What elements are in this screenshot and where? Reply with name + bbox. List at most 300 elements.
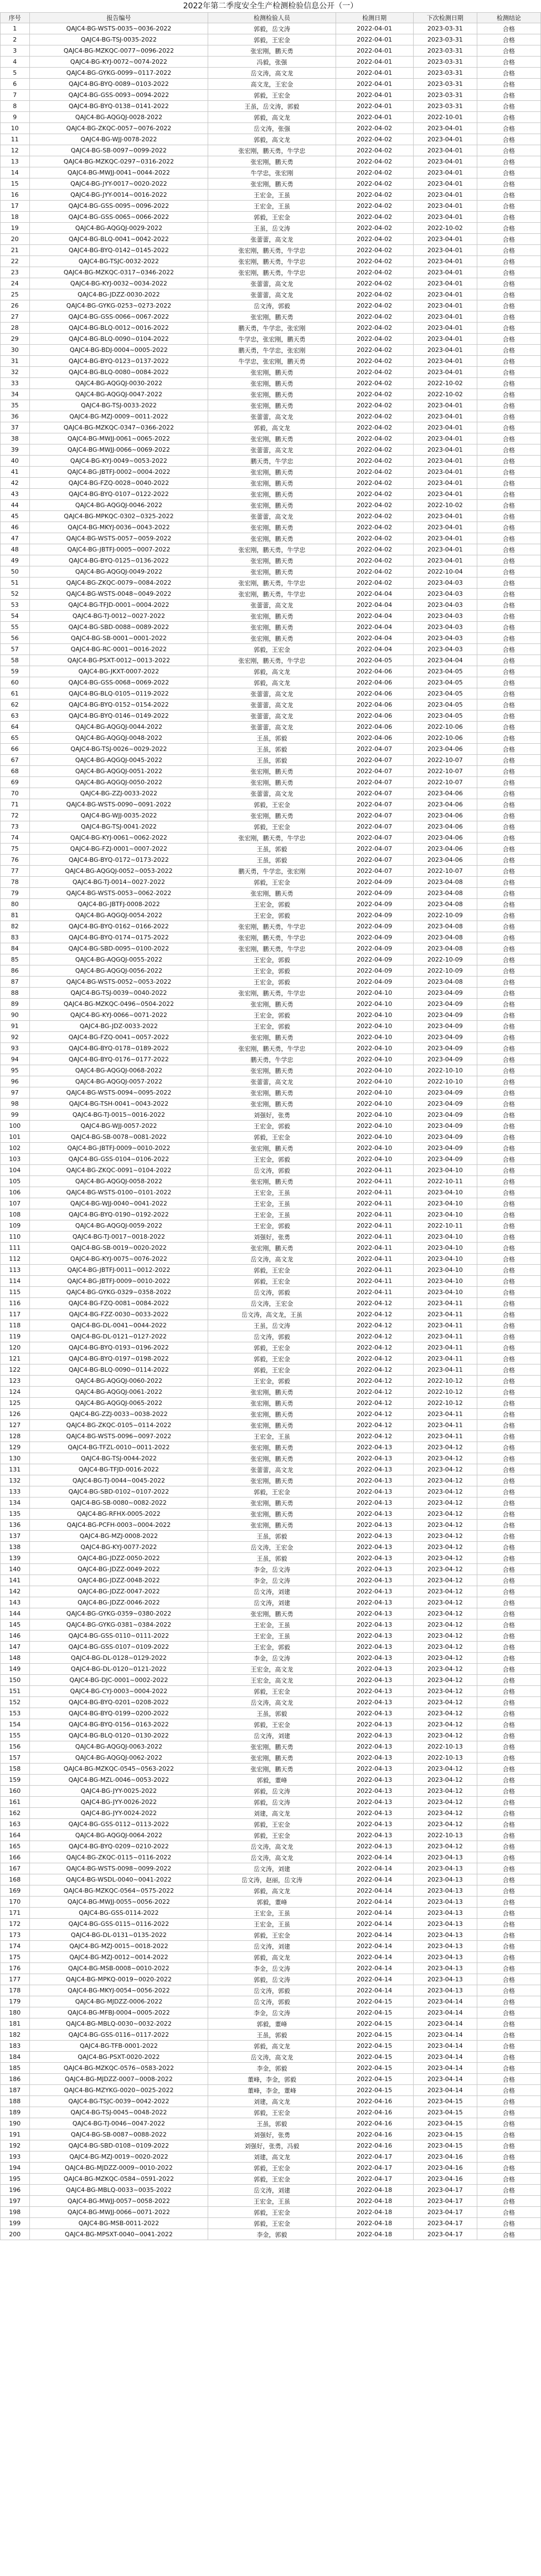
table-cell: 2022-04-13 — [336, 1531, 413, 1542]
table-cell: 92 — [1, 1032, 30, 1043]
table-cell: 44 — [1, 500, 30, 511]
table-cell: 147 — [1, 1642, 30, 1653]
table-cell: 2022-04-15 — [336, 2041, 413, 2052]
table-cell: 合格 — [477, 522, 540, 533]
table-cell: 2022-04-13 — [336, 1642, 413, 1653]
table-cell: 22 — [1, 256, 30, 267]
table-cell: 2023-04-11 — [413, 1420, 477, 1431]
table-row — [1, 1819, 541, 1830]
table-cell: 198 — [1, 2207, 30, 2218]
table-cell: 2022-04-13 — [336, 1797, 413, 1808]
table-cell: 合格 — [477, 821, 540, 832]
table-cell: 合格 — [477, 1176, 540, 1187]
table-cell: 2022-10-09 — [413, 954, 477, 965]
table-cell: 24 — [1, 278, 30, 289]
table-cell: 2022-04-09 — [336, 877, 413, 888]
table-cell: 合格 — [477, 1897, 540, 1908]
table-cell: 2022-04-13 — [336, 1442, 413, 1453]
table-cell: 2023-04-10 — [413, 1187, 477, 1198]
table-cell: 合格 — [477, 1043, 540, 1054]
table-cell: 67 — [1, 755, 30, 766]
table-cell: 合格 — [477, 1231, 540, 1243]
table-cell: QAJC4-BG-MJDZZ-0007~0008-2022 — [29, 2074, 208, 2085]
table-cell: 2023-04-03 — [413, 600, 477, 611]
table-cell: 46 — [1, 522, 30, 533]
table-cell: 2022-10-06 — [413, 733, 477, 744]
table-cell: 83 — [1, 932, 30, 943]
table-cell: 2023-04-01 — [413, 212, 477, 223]
table-cell: 王宏金，郭毅 — [208, 910, 336, 921]
table-cell: 2022-04-06 — [336, 699, 413, 711]
table-cell: 张宏刚，鹏天勇 — [208, 633, 336, 644]
table-cell: 2022-04-10 — [336, 1110, 413, 1121]
table-cell: 2023-04-12 — [413, 1764, 477, 1775]
table-cell: 2023-04-09 — [413, 1098, 477, 1110]
table-row — [1, 2096, 541, 2107]
table-cell: 2023-04-03 — [413, 589, 477, 600]
table-cell: 2023-04-08 — [413, 932, 477, 943]
table-cell: 149 — [1, 1664, 30, 1675]
table-row — [1, 68, 541, 79]
table-cell: 合格 — [477, 223, 540, 234]
table-cell: 合格 — [477, 1276, 540, 1287]
table-cell: QAJC4-BG-AQGQJ-0044-2022 — [29, 722, 208, 733]
table-cell: 张宏刚，鹏天勇 — [208, 622, 336, 633]
table-cell: 192 — [1, 2140, 30, 2151]
table-row — [1, 2229, 541, 2240]
table-row — [1, 156, 541, 167]
table-cell: 2022-10-13 — [413, 1741, 477, 1752]
table-cell: 2023-04-15 — [413, 2129, 477, 2140]
table-cell: 2023-04-13 — [413, 1874, 477, 1885]
table-cell: QAJC4-BG-BYQ-0209~0210-2022 — [29, 1841, 208, 1852]
table-cell: 张宏刚，鹏天勇，牛学忠 — [208, 256, 336, 267]
header-cell: 报告编号 — [29, 13, 208, 23]
table-cell: 152 — [1, 1697, 30, 1708]
table-row — [1, 699, 541, 711]
table-cell: 172 — [1, 1919, 30, 1930]
table-cell: 2023-04-12 — [413, 1453, 477, 1464]
table-cell: QAJC4-BG-TSJ-0045~0048-2022 — [29, 2107, 208, 2118]
table-cell: 101 — [1, 1132, 30, 1143]
table-cell: 132 — [1, 1475, 30, 1486]
table-cell: 2022-10-13 — [413, 1752, 477, 1764]
table-cell: QAJC4-BG-GSS-0065~0066-2022 — [29, 212, 208, 223]
table-cell: 102 — [1, 1143, 30, 1154]
table-cell: 32 — [1, 367, 30, 378]
table-cell: QAJC4-BG-TFJD-0001~0004-2022 — [29, 600, 208, 611]
table-row — [1, 2041, 541, 2052]
table-cell: 张宏刚，鹏天勇 — [208, 1176, 336, 1187]
table-cell: 张宏刚，鹏天勇，牛学忠 — [208, 1043, 336, 1054]
table-cell: 郭毅，王宏金 — [208, 2174, 336, 2185]
table-cell: 张宏刚，鹏天勇 — [208, 1764, 336, 1775]
table-row — [1, 1664, 541, 1675]
table-row — [1, 1564, 541, 1575]
table-cell: 刘强好，张勇 — [208, 1231, 336, 1243]
table-cell: 133 — [1, 1486, 30, 1497]
table-cell: 47 — [1, 533, 30, 544]
table-cell: 郭毅，王宏金 — [208, 212, 336, 223]
table-cell: 岳文涛，高文龙 — [208, 1841, 336, 1852]
table-cell: 合格 — [477, 954, 540, 965]
table-cell: 2022-04-12 — [336, 1342, 413, 1353]
table-cell: 2023-04-01 — [413, 190, 477, 201]
table-cell: 2023-04-10 — [413, 1276, 477, 1287]
table-cell: 2022-04-02 — [336, 500, 413, 511]
table-row — [1, 167, 541, 178]
table-row — [1, 500, 541, 511]
table-cell: 张蕾蕾，高文龙 — [208, 688, 336, 699]
table-cell: 张宏刚，鹏天勇 — [208, 1387, 336, 1398]
table-row — [1, 2074, 541, 2085]
table-row — [1, 1220, 541, 1231]
table-cell: 合格 — [477, 1741, 540, 1752]
table-cell: 合格 — [477, 57, 540, 68]
table-cell: QAJC4-BG-AQGQJ-0061-2022 — [29, 1387, 208, 1398]
header-cell: 下次检测日期 — [413, 13, 477, 23]
table-cell: 161 — [1, 1797, 30, 1808]
table-cell: 2022-10-06 — [413, 722, 477, 733]
table-cell: 2023-04-01 — [413, 467, 477, 478]
table-cell: 合格 — [477, 90, 540, 101]
table-cell: QAJC4-BG-JDZZ-0046-2022 — [29, 1597, 208, 1608]
table-cell: QAJC4-BG-WSTS-0048~0049-2022 — [29, 589, 208, 600]
table-cell: QAJC4-BG-KYJ-0032~0034-2022 — [29, 278, 208, 289]
table-cell: 2022-04-09 — [336, 977, 413, 988]
table-cell: 王宏金，王虽 — [208, 1431, 336, 1442]
table-cell: 2022-04-02 — [336, 245, 413, 256]
table-cell: 2023-04-09 — [413, 1032, 477, 1043]
table-row — [1, 1132, 541, 1143]
table-cell: 合格 — [477, 1198, 540, 1209]
table-cell: 2022-04-10 — [336, 1154, 413, 1165]
table-cell: 2022-04-11 — [336, 1243, 413, 1254]
table-cell: 合格 — [477, 23, 540, 34]
table-row — [1, 533, 541, 544]
table-cell: 2022-04-17 — [336, 2163, 413, 2174]
table-cell: 2022-04-12 — [336, 1364, 413, 1376]
table-row — [1, 1032, 541, 1043]
table-row — [1, 2007, 541, 2018]
table-cell: QAJC4-BG-TSJ-0044-2022 — [29, 1453, 208, 1464]
table-cell: 合格 — [477, 799, 540, 810]
table-cell: 张宏刚，鹏天勇 — [208, 156, 336, 167]
table-cell: QAJC4-BG-BLQ-0090~0104-2022 — [29, 334, 208, 345]
table-cell: 197 — [1, 2196, 30, 2207]
table-cell: QAJC4-BG-MJDZZ-0009~0010-2022 — [29, 2163, 208, 2174]
table-row — [1, 666, 541, 677]
table-cell: 2023-04-08 — [413, 921, 477, 932]
table-row — [1, 2185, 541, 2196]
table-cell: 2022-04-04 — [336, 600, 413, 611]
table-row — [1, 444, 541, 456]
table-cell: 187 — [1, 2085, 30, 2096]
table-cell: QAJC4-BG-MPKQC-0302~0325-2022 — [29, 511, 208, 522]
table-cell: 2022-04-07 — [336, 766, 413, 777]
table-row — [1, 1697, 541, 1708]
table-cell: 2022-04-13 — [336, 1808, 413, 1819]
table-cell: 2023-04-12 — [413, 1786, 477, 1797]
table-cell: QAJC4-BG-MSB-0011-2022 — [29, 2218, 208, 2229]
table-cell: 13 — [1, 156, 30, 167]
table-cell: 186 — [1, 2074, 30, 2085]
table-cell: QAJC4-BG-BYQ-0190~0192-2022 — [29, 1209, 208, 1220]
table-cell: 郭毅，岳文涛 — [208, 23, 336, 34]
table-cell: 124 — [1, 1387, 30, 1398]
table-cell: 郭毅，高文龙 — [208, 422, 336, 433]
table-row — [1, 1597, 541, 1608]
table-cell: 合格 — [477, 1941, 540, 1952]
table-cell: 79 — [1, 888, 30, 899]
table-cell: 合格 — [477, 1243, 540, 1254]
table-cell: 合格 — [477, 1065, 540, 1076]
table-cell: QAJC4-BG-FZZ-0030~0033-2022 — [29, 1309, 208, 1320]
table-cell: QAJC4-BG-MZJ-0019~0020-2022 — [29, 2151, 208, 2163]
table-header-row — [1, 13, 541, 23]
table-cell: 2023-04-01 — [413, 234, 477, 245]
table-cell: 2023-04-11 — [413, 1331, 477, 1342]
table-cell: 2023-03-31 — [413, 79, 477, 90]
table-cell: 张宏刚，鹏天勇 — [208, 1509, 336, 1520]
table-cell: 14 — [1, 167, 30, 178]
table-cell: 2023-04-01 — [413, 156, 477, 167]
table-cell: 合格 — [477, 1675, 540, 1686]
table-cell: QAJC4-BG-SB-0097~0099-2022 — [29, 145, 208, 156]
table-cell: 2023-04-12 — [413, 1564, 477, 1575]
table-cell: 2022-04-02 — [336, 511, 413, 522]
table-cell: 180 — [1, 2007, 30, 2018]
table-cell: 3 — [1, 45, 30, 57]
table-cell: 155 — [1, 1730, 30, 1741]
table-cell: 合格 — [477, 555, 540, 566]
table-cell: 2022-10-10 — [413, 1076, 477, 1087]
table-cell: 合格 — [477, 1919, 540, 1930]
table-cell: 张宏刚，鹏天勇 — [208, 378, 336, 389]
table-cell: 2022-04-13 — [336, 1775, 413, 1786]
table-cell: QAJC4-BG-BDJ-0004~0005-2022 — [29, 345, 208, 356]
table-cell: QAJC4-BG-DL-0121~0127-2022 — [29, 1331, 208, 1342]
table-cell: 郭毅，王宏金 — [208, 1364, 336, 1376]
table-cell: 2022-04-13 — [336, 1764, 413, 1775]
table-cell: QAJC4-BG-DL-0128~0129-2022 — [29, 1653, 208, 1664]
table-cell: QAJC4-BG-JDZZ-0047-2022 — [29, 1586, 208, 1597]
table-cell: 2022-04-01 — [336, 23, 413, 34]
table-cell: QAJC4-BG-ZZJ-0033-2022 — [29, 788, 208, 799]
table-cell: QAJC4-BG-MZKQC-0347~0366-2022 — [29, 422, 208, 433]
table-cell: 68 — [1, 766, 30, 777]
table-cell: 2022-04-09 — [336, 965, 413, 977]
table-cell: 85 — [1, 954, 30, 965]
table-cell: 2023-04-15 — [413, 2118, 477, 2129]
table-cell: 113 — [1, 1265, 30, 1276]
table-cell: 张宏刚，鹏天勇，牛学忠 — [208, 589, 336, 600]
table-row — [1, 555, 541, 566]
table-cell: 张宏刚，鹏天勇 — [208, 1741, 336, 1752]
table-cell: 99 — [1, 1110, 30, 1121]
table-cell: 王宏金，王虽 — [208, 1187, 336, 1198]
table-cell: 合格 — [477, 622, 540, 633]
table-cell: 岳文涛，郭毅 — [208, 1287, 336, 1298]
table-cell: 2023-04-01 — [413, 356, 477, 367]
table-cell: 王宏金，郭毅 — [208, 899, 336, 910]
table-cell: 2023-04-01 — [413, 167, 477, 178]
table-cell: 131 — [1, 1464, 30, 1475]
table-cell: 2022-04-18 — [336, 2207, 413, 2218]
table-cell: 张蕾蕾，高文龙 — [208, 289, 336, 300]
table-cell: 合格 — [477, 511, 540, 522]
table-cell: QAJC4-BG-TJ-0017~0018-2022 — [29, 1231, 208, 1243]
table-cell: 30 — [1, 345, 30, 356]
table-cell: QAJC4-BG-MWJJ-0057~0058-2022 — [29, 2196, 208, 2207]
table-cell: 张蕾蕾，高文龙 — [208, 711, 336, 722]
table-cell: QAJC4-BG-GSS-0093~0094-2022 — [29, 90, 208, 101]
table-cell: 15 — [1, 178, 30, 190]
table-cell: 合格 — [477, 378, 540, 389]
table-cell: 2023-04-08 — [413, 877, 477, 888]
table-cell: QAJC4-BG-BLQ-0012~0016-2022 — [29, 323, 208, 334]
table-cell: 张宏刚，鹏天勇 — [208, 45, 336, 57]
table-cell: 157 — [1, 1752, 30, 1764]
table-cell: 27 — [1, 311, 30, 323]
table-cell: 169 — [1, 1885, 30, 1897]
table-cell: 郭毅，高文龙 — [208, 112, 336, 123]
table-cell: 刘建，高文龙 — [208, 2096, 336, 2107]
table-row — [1, 1730, 541, 1741]
table-cell: 2022-04-02 — [336, 378, 413, 389]
table-cell: 2023-03-31 — [413, 57, 477, 68]
table-row — [1, 411, 541, 422]
table-cell: 合格 — [477, 256, 540, 267]
table-cell: QAJC4-BG-BLQ-0105~0119-2022 — [29, 688, 208, 699]
table-cell: 合格 — [477, 1353, 540, 1364]
table-cell: 2023-04-12 — [413, 1486, 477, 1497]
table-cell: 2023-04-03 — [413, 644, 477, 655]
table-cell: 合格 — [477, 1464, 540, 1475]
table-cell: 2022-10-02 — [413, 389, 477, 400]
table-cell: 2023-03-31 — [413, 45, 477, 57]
table-cell: 张宏刚，鹏天勇，牛学忠 — [208, 245, 336, 256]
table-cell: 合格 — [477, 977, 540, 988]
table-cell: 75 — [1, 844, 30, 855]
table-cell: 2023-04-05 — [413, 677, 477, 688]
table-cell: QAJC4-BG-MZKQC-0496~0504-2022 — [29, 999, 208, 1010]
table-cell: 2023-04-01 — [413, 267, 477, 278]
table-cell: QAJC4-BG-KYJ-0075~0076-2022 — [29, 1254, 208, 1265]
table-row — [1, 389, 541, 400]
table-cell: 合格 — [477, 1819, 540, 1830]
table-cell: 郭毅，董峰 — [208, 1897, 336, 1908]
table-row — [1, 544, 541, 555]
table-cell: 2022-04-10 — [336, 1021, 413, 1032]
table-cell: 张蕾蕾，高文龙 — [208, 234, 336, 245]
table-cell: 岳文涛，刘建 — [208, 1941, 336, 1952]
table-cell: 2023-04-12 — [413, 1719, 477, 1730]
table-cell: 2022-04-02 — [336, 544, 413, 555]
table-cell: 2023-04-01 — [413, 478, 477, 489]
table-cell: 31 — [1, 356, 30, 367]
table-cell: 48 — [1, 544, 30, 555]
table-cell: 2022-04-06 — [336, 666, 413, 677]
table-cell: QAJC4-BG-WSTS-0053~0062-2022 — [29, 888, 208, 899]
table-row — [1, 921, 541, 932]
table-row — [1, 932, 541, 943]
table-cell: 2022-04-02 — [336, 489, 413, 500]
table-cell: 2023-04-01 — [413, 245, 477, 256]
table-cell: QAJC4-BG-WJJ-0035-2022 — [29, 810, 208, 821]
table-cell: 2022-04-17 — [336, 2151, 413, 2163]
table-cell: 王宏金，王虽 — [208, 2196, 336, 2207]
table-cell: QAJC4-BG-MWJJ-0061~0065-2022 — [29, 433, 208, 444]
table-cell: QAJC4-BG-JDZZ-0049-2022 — [29, 1564, 208, 1575]
table-cell: 140 — [1, 1564, 30, 1575]
table-cell: 王虽，郭毅 — [208, 1531, 336, 1542]
table-cell: 2023-04-13 — [413, 1952, 477, 1963]
table-cell: 合格 — [477, 577, 540, 589]
table-cell: 135 — [1, 1509, 30, 1520]
table-cell: 129 — [1, 1442, 30, 1453]
table-cell: 57 — [1, 644, 30, 655]
table-cell: 119 — [1, 1331, 30, 1342]
table-cell: 168 — [1, 1874, 30, 1885]
table-cell: 2023-04-10 — [413, 1209, 477, 1220]
table-cell: 张宏刚，鹏天勇 — [208, 467, 336, 478]
table-cell: 2022-04-11 — [336, 1209, 413, 1220]
table-cell: QAJC4-BG-AQGQJ-0056-2022 — [29, 965, 208, 977]
table-cell: 125 — [1, 1398, 30, 1409]
table-cell: QAJC4-BG-MZKQC-0077~0096-2022 — [29, 45, 208, 57]
table-cell: 2022-04-16 — [336, 2129, 413, 2140]
table-row — [1, 1786, 541, 1797]
table-row — [1, 566, 541, 577]
table-cell: QAJC4-BG-FZQ-0081~0084-2022 — [29, 1298, 208, 1309]
table-cell: 151 — [1, 1686, 30, 1697]
table-cell: 2022-04-02 — [336, 400, 413, 411]
table-cell: 2022-04-18 — [336, 2196, 413, 2207]
table-cell: QAJC4-BG-AQGQJ-0064-2022 — [29, 1830, 208, 1841]
table-cell: 合格 — [477, 1730, 540, 1741]
table-cell: 2023-04-03 — [413, 577, 477, 589]
table-cell: QAJC4-BG-MBLQ-0033~0035-2022 — [29, 2185, 208, 2196]
table-cell: 郭毅，王宏金 — [208, 1265, 336, 1276]
table-cell: QAJC4-BG-GSS-0112~0113-2022 — [29, 1819, 208, 1830]
table-row — [1, 2118, 541, 2129]
table-cell: QAJC4-BG-GSS-0107~0109-2022 — [29, 1642, 208, 1653]
table-cell: 合格 — [477, 134, 540, 145]
table-cell: 194 — [1, 2163, 30, 2174]
table-cell: 200 — [1, 2229, 30, 2240]
table-cell: QAJC4-BG-TSJ-0041-2022 — [29, 821, 208, 832]
table-cell: 2022-04-13 — [336, 1686, 413, 1697]
table-cell: 116 — [1, 1298, 30, 1309]
table-cell: 合格 — [477, 2196, 540, 2207]
table-cell: 2022-10-12 — [413, 1376, 477, 1387]
table-cell: 张宏刚，鹏天勇 — [208, 522, 336, 533]
table-row — [1, 311, 541, 323]
table-cell: 2023-04-12 — [413, 1675, 477, 1686]
table-cell: 28 — [1, 323, 30, 334]
table-cell: 2023-04-01 — [413, 456, 477, 467]
table-cell: 合格 — [477, 1298, 540, 1309]
table-cell: 合格 — [477, 34, 540, 45]
table-cell: 合格 — [477, 965, 540, 977]
table-cell: 183 — [1, 2041, 30, 2052]
table-cell: 2022-04-10 — [336, 1098, 413, 1110]
table-row — [1, 1176, 541, 1187]
table-cell: 岳文涛，高文龙 — [208, 1697, 336, 1708]
table-row — [1, 1531, 541, 1542]
table-cell: QAJC4-BG-CYJ-0003~0004-2022 — [29, 1686, 208, 1697]
